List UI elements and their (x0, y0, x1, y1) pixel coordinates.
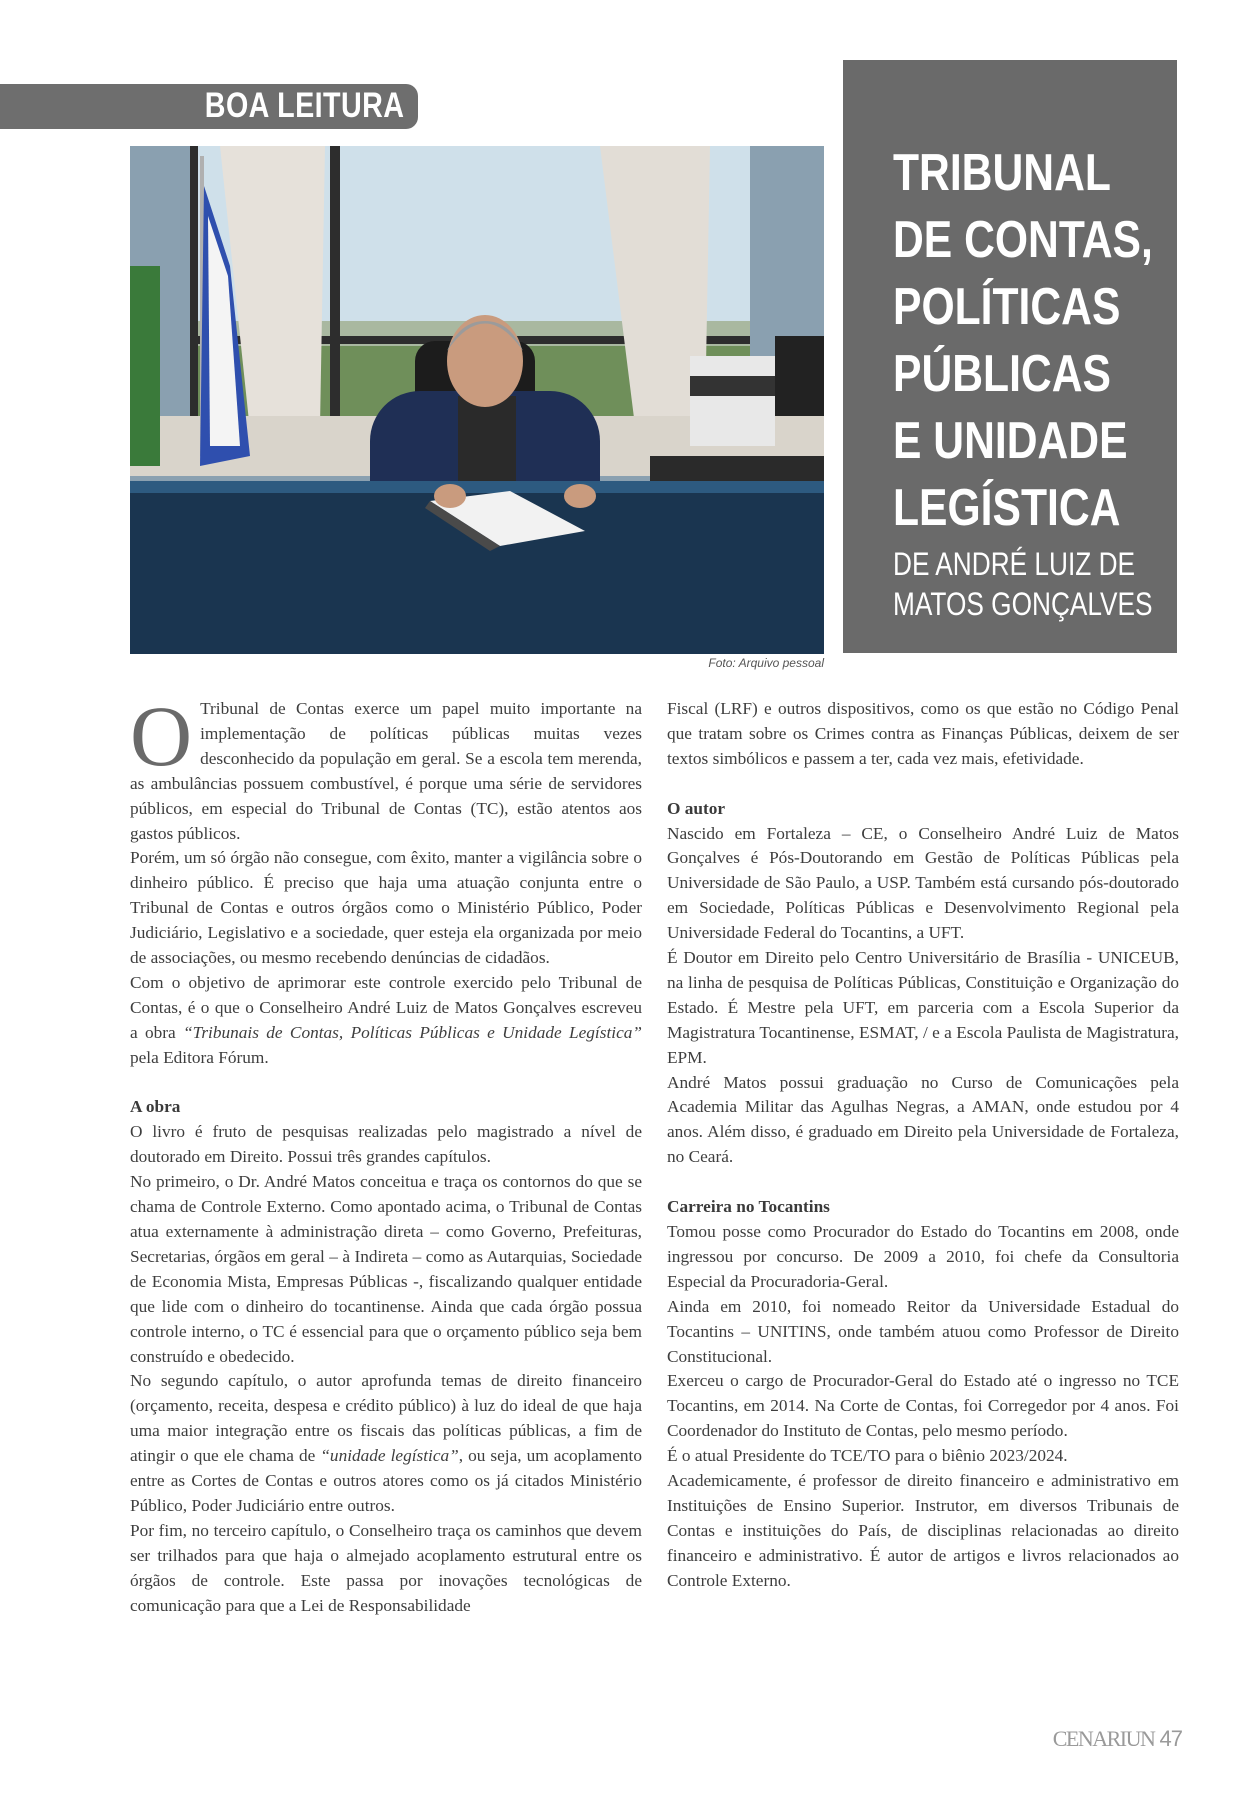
article-column-left (130, 688, 642, 1619)
obra-heading: A obra (130, 1097, 181, 1117)
title-panel (843, 60, 1177, 653)
paragraph: Tomou posse como Procurador do Estado do Tocantins em 2008, onde ingressou por concurso. De 2009 a 2010, foi chefe da Consultoria Especial da Procuradoria-Geral. (667, 1222, 1179, 1291)
title-line: E UNIDADE (893, 412, 1128, 470)
paragraph: Academicamente, é professor de direito financeiro e administrativo em Instituições de Ensino Superior. Instrutor, em diversos Tribunais de Contas e instituições do País, de disciplinas relacionadas ao direito financeiro e administrativo. É autor de artigos e livros relacionados ao Controle Externo. (667, 1471, 1179, 1590)
paragraph: No primeiro, o Dr. André Matos conceitua e traça os contornos do que se chama de Controle Externo. Como apontado acima, o Tribunal de Contas atua externamente à administração direta – como Governo, Prefeituras, Secretarias, órgãos em geral – à Indireta – como as Autarquias, Sociedade de Economia Mista, Empresas Públicas -, fiscalizando qualquer entidade que lide com o dinheiro do tocantinense. Ainda que cada órgão possua controle interno, o TC é essencial para que o orçamento público seja bem construído e obedecido. (130, 1172, 642, 1366)
paragraph: Por fim, no terceiro capítulo, o Conselheiro traça os caminhos que devem ser trilhados para que haja o almejado acoplamento estrutural entre os órgãos de controle. Este passa por inovações tecnológicas de comunicação para que a Lei de Responsabilidade (130, 1520, 642, 1615)
paragraph: Porém, um só órgão não consegue, com êxito, manter a vigilância sobre o dinheiro público. É preciso que haja uma atuação conjunta entre o Tribunal de Contas e outros órgãos como o Ministério Público, Poder Judiciário, Legislativo e a sociedade, quer esteja ela organizada por meio de associações, ou mesmo recebendo denúncias de cidadãos. (130, 848, 642, 968)
drop-cap: O (130, 688, 193, 784)
paragraph: Exerceu o cargo de Procurador-Geral do Estado até o ingresso no TCE Tocantins, em 2014. Na Corte de Contas, foi Corregedor por 4 anos. Foi Coordenador do Instituto de Contas, pelo mesmo período. (667, 1371, 1179, 1441)
paragraph: É o atual Presidente do TCE/TO para o biênio 2023/2024. (667, 1446, 1068, 1466)
paragraph-text: Com o objetivo de aprimorar este controle exercido pelo Tribunal de Contas, é o que o Conselheiro André Luiz de Matos Gonçalves escreveu a obra (130, 972, 642, 1042)
page-number: 47 (1159, 1726, 1182, 1751)
title-line: PÚBLICAS (893, 345, 1111, 403)
section-banner (0, 84, 418, 129)
autor-heading: O autor (667, 798, 726, 818)
title-line: DE CONTAS, (893, 211, 1153, 269)
section-label: BOA LEITURA (204, 86, 404, 125)
article-byline (893, 544, 1153, 624)
paragraph (130, 1369, 642, 1518)
title-line: POLÍTICAS (893, 278, 1121, 336)
article-title (893, 140, 1153, 542)
page-footer (1053, 1726, 1182, 1752)
byline-line: DE ANDRÉ LUIZ DE (893, 546, 1136, 582)
paragraph: Ainda em 2010, foi nomeado Reitor da Universidade Estadual do Tocantins – UNITINS, onde também atuou como Professor de Direito Constitucional. (667, 1296, 1179, 1366)
book-title: “Tribunais de Contas, Políticas Públicas e Unidade Legística” (183, 1022, 642, 1042)
intro-paragraph (130, 688, 642, 846)
article-photo (130, 146, 824, 654)
carreira-heading: Carreira no Tocantins (667, 1197, 830, 1217)
paragraph (130, 971, 642, 1071)
title-line: TRIBUNAL (893, 144, 1111, 202)
paragraph-text: pela Editora Fórum. (130, 1047, 269, 1067)
intro-text: Tribunal de Contas exerce um papel muito importante na implementação de políticas públicas muitas vezes desconhecido da população em geral. Se a escola tem merenda, as ambulâncias possuem combustível, é porque uma série de servidores públicos, em especial do Tribunal de Contas (TC), estão atentos aos gastos públicos. (130, 699, 642, 843)
paragraph: O livro é fruto de pesquisas realizadas pelo magistrado a nível de doutorado em Direito. Possui três grandes capítulos. (130, 1122, 642, 1167)
paragraph: Nascido em Fortaleza – CE, o Conselheiro André Luiz de Matos Gonçalves é Pós-Doutorando em Gestão de Políticas Públicas pela Universidade de São Paulo, a USP. Também está cursando pós-doutorado em Sociedade, Políticas Públicas e Desenvolvimento Regional pela Universidade Federal do Tocantins, a UFT. (667, 823, 1179, 943)
byline-line: MATOS GONÇALVES (893, 586, 1153, 622)
term: “unidade legística” (320, 1446, 459, 1466)
paragraph: É Doutor em Direito pelo Centro Universitário de Brasília - UNICEUB, na linha de pesquisa de Políticas Públicas, Constituição e Organização do Estado. É Mestre pela UFT, em parceria com a Escola Superior da Magistratura Tocantinense, ESMAT, / e a Escola Paulista de Magistratura, EPM. (667, 948, 1179, 1067)
magazine-brand: CENARIUN (1052, 1726, 1155, 1751)
paragraph: André Matos possui graduação no Curso de Comunicações pela Academia Militar das Agulhas Negras, a AMAN, onde estudou por 4 anos. Além disso, é graduado em Direito pela Universidade de Fortaleza, no Ceará. (667, 1072, 1179, 1167)
paragraph: Fiscal (LRF) e outros dispositivos, como os que estão no Código Penal que tratam sobre os Crimes contra as Finanças Públicas, deixem de ser textos simbólicos e passem a ter, cada vez mais, efetividade. (667, 699, 1179, 768)
portrait-illustration (130, 146, 824, 654)
paragraph-text: , ou seja, um acoplamento entre as Cortes de Contas e outros atores como os já citados Ministério Público, Poder Judiciário entre outros. (130, 1446, 642, 1515)
article-column-right (667, 697, 1179, 1594)
paragraph-text: No segundo capítulo, o autor aprofunda temas de direito financeiro (orçamento, receita, despesa e crédito público) à luz do ideal de que haja uma maior integração entre os fiscais das políticas públicas, a fim de atingir o que ele chama de (130, 1371, 642, 1466)
photo-credit: Foto: Arquivo pessoal (708, 656, 824, 670)
title-line: LEGÍSTICA (893, 479, 1121, 537)
